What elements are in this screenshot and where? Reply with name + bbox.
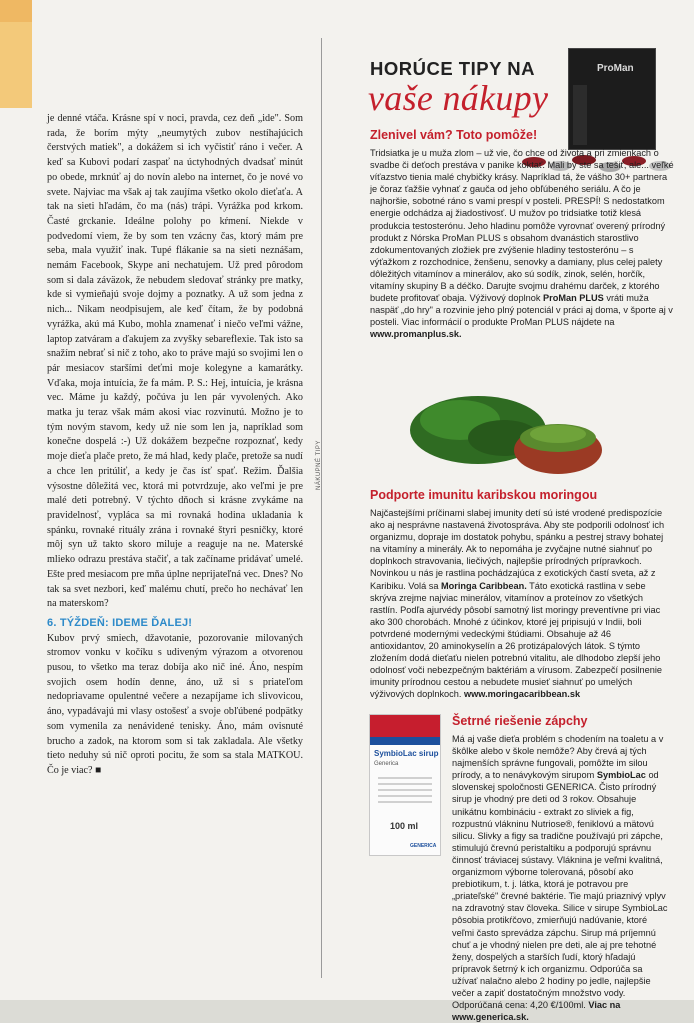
body-text: od slovenskej spoločnosti GENERICA. Čisto prírodný sirup je vhodný pre deti od 3 rokov. Obsahuje unikátnu kombináciu - extrakt zo sliviek a fig, rozpustnú vlákninu Nutriose®, feniklovú a mätovú silicu. Slivky a figy sa tradične používajú pri zápche, stimulujú črevnú peristaltiku a podporujú správnu činnosť tráviacej sústavy. Vláknina je veľmi kvalitná, organizmom výborne tolerovaná, pôsobí ako prebiotikum, t. j. látka, ktorá je potravou pre „priateľské" črevné baktérie. Tie majú priaznivý vplyv na zdravotný stav človeka. Silice v sirupe SymbioLac pôsobia protikŕčovo, zmierňujú nadúvanie, ktoré veľmi často sprevádza zápchu. Sirup má príjemnú chuť a je vhodný nielen pre deti, ale aj pre tehotné ženy, dospelých a starších ľudí, ktorý hľadajú prípravok šetrný k ich organizmu. Odporúča sa užívať nalačno alebo 2 hodiny po jedle, najlepšie večer a zapiť dostatočným množstvo vody. Odporúčaná cena: 4,20 €/100ml. [452, 770, 668, 1011]
symbiolac-box-name: SymbioLac sirup [374, 749, 439, 758]
body-text: vráti muža naspäť „do hry" a rozvinie jeho plný potenciál v práci aj doma, v športe aj v posteli. Viac informácií o produkte ProMan PLUS nájdete na [370, 293, 673, 328]
section-body [452, 733, 668, 1023]
section-header-line1: HORÚCE TIPY NA [370, 58, 535, 79]
section-title: Šetrné riešenie zápchy [452, 714, 588, 728]
symbiolac-section [452, 714, 668, 1023]
article-paragraph: Kubov prvý smiech, džavotanie, pozorovanie milovaných stromov vonku v kočíku s udiveným výrazom a otvorenou pusou, to všetko ma teraz dobíja ako nič iné. Áno, nespím svojich osem hodín denne, áno, už si s priateľom nedopriavame opulentné večere a nezapíjame ich slivovicou, áno, vypadávajú mi vlasy ostošesť a svoje obľúbené podpätky som vymenila za nenávidené tenisky. Áno, mám ovisnuté brucho a zadok, na ktorom som si tak zakladala. Ale všetky tieto neduhy sú nič oproti pocitu, že som sa stala MATKOU. Čo je viac? ■ [47, 632, 303, 776]
symbiolac-product-box [369, 714, 441, 856]
body-text: Táto exotická rastlina v sebe skrýva zrejme najviac minerálov, vitamínov a proteínov zo všetkých rastlín. Podľa ajurvédy pôsobí samotný list moringy preventívne pri viac ako 300 chorobách. Mnohé z účinkov, ktoré jej pripisujú v Indii, boli potvrdené modernými vedeckými štúdiami. Obsahuje až 46 antioxidantov, 20 aminokyselín a 26 protizápalových látok. S týmto zložením dodá dieťaťu nielen potrebnú vitalitu, ale dlhodobo zlepší jeho odolnosť voči nebezpečným baktériám a vírusom. Zabezpečí posilnenie imunity prírodnou cestou a nebudete musieť siahnuť po umelých výživových doplnkoch. [370, 580, 662, 700]
symbiolac-box-text-lines [378, 777, 432, 807]
symbiolac-box-stripe [370, 737, 440, 745]
moringa-website-link[interactable]: www.moringacaribbean.sk [463, 689, 581, 700]
body-text: Tridsiatka je u muža zlom – už vie, čo chce od života a pri zmienkach o svadbe či deťoch prestáva v panike koktať. Mali by ste sa tešiť, ale... veľké víťazstvo tienia malé chybičky krásy. Napríklad tá, že vášho 30+ partnera je čoraz ťažšie vyhnať z gauča od jeho obľúbeného seriálu. A čo je najhoršie, sobotné ráno s vami prespí v posteli. PRESPÍ! S nedostatkom energie odchádza aj žiadostivosť. U mužov po tridsiatke totiž klesá produkcia testosterónu. Jeho hladinu pomôže vyrovnať overený prírodný produkt z Nórska ProMan PLUS s obsahom dvanástich starostlivo zdokumentovaných zložiek pre zvýšenie hladiny testosterónu – s výťažkom z rozchodnice, ženšenu, senovky a damiany, plus celej palety dôležitých vitamínov a minerálov, ako sú sodík, zinok, selén, horčík, vitamíny skupiny B a déčko. Darujte svojmu drahému darček, z ktorého budete profitovať obaja. Výživový doplnok [370, 148, 674, 304]
generica-website-link[interactable]: www.generica.sk. [452, 1012, 529, 1023]
moringa-image [408, 372, 606, 484]
section-title: Podporte imunitu karibskou moringou [370, 488, 598, 502]
product-name: Moringa Caribbean. [441, 580, 527, 591]
symbiolac-box-maker: GENERICA [410, 843, 437, 849]
body-text: Má aj vaše dieťa problém s chodením na toaletu a v škôlke alebo v škole nemôže? Aby črevá aj tých najmenších správne fungovali, pomôžte im silou prírody, a to nenávykovým sirupom [452, 734, 664, 781]
link-label: Viac na [588, 1000, 621, 1011]
product-name: SymbioLac [596, 770, 646, 781]
symbiolac-box-band [370, 715, 440, 737]
symbiolac-box-sub: Generica [374, 761, 399, 767]
product-name: ProMan PLUS [543, 293, 604, 304]
article-paragraph: je denné vtáča. Krásne spí v noci, pravda, cez deň „ide". Som rada, že borím mýty „neumytých zubov nestíhajúcich čerstvých matiek", a dokážem si ich vyčistiť ráno i večer. A keď sa Kubovi podarí zaspať na úctyhodných dvadsať minút po obede, mrknúť aj do novín alebo na internet, čo je nové vo svete. Najviac ma však aj tak zaujíma všetko okolo dieťaťa. A tak na sieti hľadám, čo ma (nás) trápi. Vyrážka pod krkom. Časté grckanie. Ideálne polohy po kŕmení. Niekde v podvedomí viem, že by som ten vzácny čas, ktorý mám pre seba, mala využiť inak. Tupé flákanie sa na sieti neznášam, nemám Facebook, Skype ani nechatujem. Už pred pôrodom som si dala záväzok, že nebudem sledovať stránky pre matky, kde si vymieňajú svoje dojmy a poznatky. A už som jedna z nich... Nikam neodpisujem, ale keď čítam, že by podobná vyrážka, akú má Kubo, mohla znamenať i niečo veľmi vážne, laptop zatváram a ďakujem za zvyšky sebareflexie. Tak isto sa snažím nebrať si nič z toho, ako to práve majú so svojimi len o pár mesiacov staršími deťmi moje kolegyne a kamarátky. Vďaka, moja intuícia, že fa mám. P. S.: Hej, intuícia, je krásna vec. Máme ju každý, počúva ju len pár vyvolených. Ako matka ju teraz však mám akosi viac rozvinutú. Možno je to tým novým stavom, kedy už nie som len ja, napríklad som konečne dospelá :-) Už dokážem bezpečne rozpoznať, kedy moje dieťa plače preto, že má hlad, kedy plače, pretože sa nudí a chce len pritúliť, a kedy je čas ísť spať. Režim. Ďalšia výsostne dôležitá vec, ktorá mi potvrdzuje, ako veľmi je pre malé deti potrebný. V týchto dňoch si krásne zvykáme na pravidelnosť, vypláca sa mi rovnaká hodina ukladania k spánku, rovnaké rituály zrána i rovnaké štyri pesničky, ktoré môj syn už takto skoro miluje a reaguje na ne. Materské mlieko odrazu prestáva stačiť, a tak začíname pridávať umelé. Ešte pred mesiacom pre mňa úplne neprijateľná vec. Dnes? No tak sa svet nezbori, keď malému chutí, prečo ho nechávať len na materskom? [47, 113, 303, 610]
article-column [47, 112, 303, 779]
symbiolac-box-volume: 100 ml [390, 821, 419, 831]
section-vertical-label: NÁKUPNÉ TIPY [316, 440, 322, 490]
moringa-section [370, 488, 668, 701]
section-body [370, 507, 668, 701]
section-header-line2: vaše nákupy [368, 78, 549, 118]
column-divider [321, 38, 322, 978]
section-title: Zlenivel vám? Toto pomôže! [370, 128, 538, 142]
section-body [370, 147, 674, 341]
proman-section [370, 128, 674, 341]
page-tab-decoration-dark [0, 0, 32, 22]
body-text: Najčastejšími príčinami slabej imunity detí sú isté vrodené predispozície ako aj nesprávne nastavená životospráva. Aby ste podporili odolnosť ich organizmu, dopraje im dostatok pohybu, spánku a pestrej stravy bohatej na vitamíny a minerály. Ak to nepomáha je zvyčajne nutné siahnuť po doplnkoch stravovania, liečivých, najlepšie prírodných prípravkoch. Novinkou u nás je rastlina pochádzajúca z exotických častí sveta, až z Karibiku. Volá sa [370, 508, 665, 591]
proman-brand-label: ProMan [597, 63, 634, 74]
article-subheading: 6. TÝŽDEŇ: IDEME ĎALEJ! [47, 616, 193, 629]
proman-website-link[interactable]: www.promanplus.sk. [370, 329, 462, 340]
